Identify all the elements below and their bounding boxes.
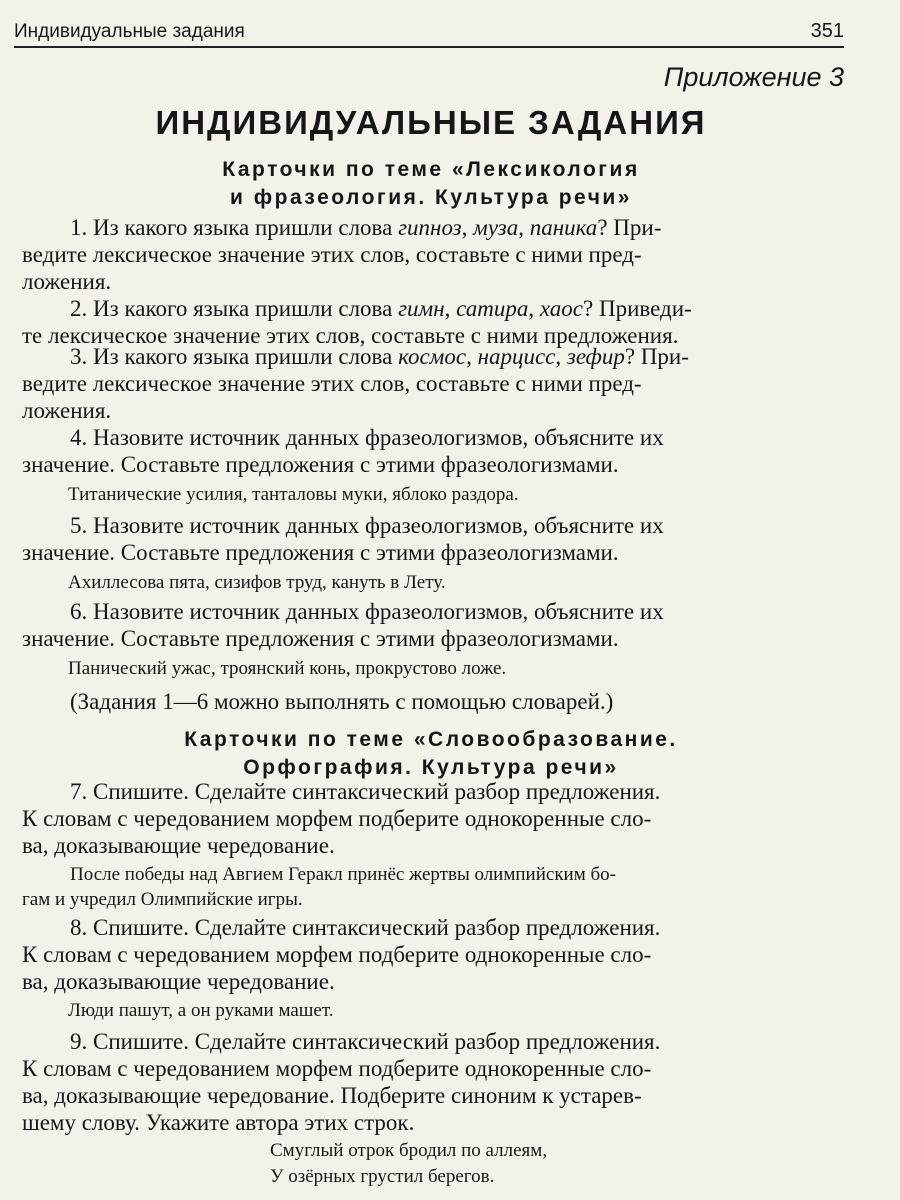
- tasks-note: (Задания 1—6 можно выполнять с помощью словарей.): [70, 689, 614, 714]
- task-line: 1. Из какого языка пришли слова гипноз, муза, паника? При-: [70, 215, 662, 240]
- task-line: К словам с чередованием морфем подберите однокоренные сло-: [22, 942, 652, 967]
- section-heading-lexicology: [0, 156, 862, 212]
- term: сатира: [456, 296, 529, 321]
- section-heading-line: и фразеология. Культура речи»: [230, 186, 632, 209]
- running-head: [14, 20, 844, 48]
- task-5: [22, 512, 852, 566]
- page-title: ИНДИВИДУАЛЬНЫЕ ЗАДАНИЯ: [155, 104, 707, 141]
- task-line: 5. Назовите источник данных фразеологизмов, объясните их: [70, 513, 664, 538]
- task-4: [22, 424, 852, 478]
- term: хаос: [539, 296, 583, 321]
- task-line: ва, доказывающие чередование.: [22, 833, 335, 858]
- term: космос: [398, 344, 467, 369]
- task-7: [22, 778, 852, 859]
- task-line: ложения.: [22, 269, 112, 294]
- task-line: К словам с чередованием морфем подберите однокоренные сло-: [22, 1056, 652, 1081]
- term: паника: [529, 215, 598, 240]
- task-line: ложения.: [22, 398, 112, 423]
- term: гимн: [398, 296, 445, 321]
- task-2: [22, 295, 852, 349]
- section-heading-wordformation: [0, 726, 862, 782]
- task-line: значение. Составьте предложения с этими фразеологизмами.: [22, 540, 619, 565]
- task-line: шему слову. Укажите автора этих строк.: [22, 1110, 415, 1135]
- appendix-label: Приложение 3: [663, 62, 844, 92]
- task-line: значение. Составьте предложения с этими фразеологизмами.: [22, 452, 619, 477]
- task-line: ведите лексическое значение этих слов, составьте с ними пред-: [22, 371, 642, 396]
- task-5-example: Ахиллесова пята, сизифов труд, кануть в Лету.: [68, 572, 446, 593]
- task-8-example: Люди пашут, а он руками машет.: [68, 1000, 334, 1021]
- term: гипноз: [398, 215, 462, 240]
- task-line: 2. Из какого языка пришли слова гимн, сатира, хаос? Приведи-: [70, 296, 692, 321]
- task-line: 7. Спишите. Сделайте синтаксический разбор предложения.: [70, 779, 661, 804]
- example-line: гам и учредил Олимпийские игры.: [22, 889, 303, 910]
- task-line: значение. Составьте предложения с этими фразеологизмами.: [22, 626, 619, 651]
- task-3: [22, 343, 852, 424]
- poem-line: У озёрных грустил берегов.: [270, 1166, 495, 1187]
- task-line: 4. Назовите источник данных фразеологизмов, объясните их: [70, 425, 664, 450]
- task-8: [22, 914, 852, 995]
- example-line: После победы над Авгием Геракл принёс жертвы олимпийским бо-: [70, 864, 616, 885]
- task-line: те лексическое значение этих слов, составьте с ними предложения.: [22, 323, 679, 348]
- poem-line: Смуглый отрок бродил по аллеям,: [270, 1140, 548, 1161]
- task-line: ва, доказывающие чередование. Подберите синоним к устарев-: [22, 1083, 642, 1108]
- task-9: [22, 1028, 852, 1136]
- term: муза: [473, 215, 519, 240]
- task-6: [22, 598, 852, 652]
- task-line: 9. Спишите. Сделайте синтаксический разбор предложения.: [70, 1029, 661, 1054]
- section-heading-line: Карточки по теме «Словообразование.: [184, 728, 678, 751]
- task-line: ведите лексическое значение этих слов, составьте с ними пред-: [22, 242, 642, 267]
- task-line: ва, доказывающие чередование.: [22, 969, 335, 994]
- page-number: 351: [810, 20, 844, 42]
- task-line: К словам с чередованием морфем подберите однокоренные сло-: [22, 806, 652, 831]
- task-line: 6. Назовите источник данных фразеологизмов, объясните их: [70, 599, 664, 624]
- section-heading-line: Орфография. Культура речи»: [243, 756, 619, 779]
- poem-excerpt: [270, 1138, 547, 1190]
- term: нарцисс: [477, 344, 556, 369]
- task-line: 3. Из какого языка пришли слова космос, нарцисс, зефир? При-: [70, 344, 689, 369]
- term: зефир: [566, 344, 625, 369]
- task-line: 8. Спишите. Сделайте синтаксический разбор предложения.: [70, 915, 661, 940]
- task-6-example: Панический ужас, троянский конь, прокрустово ложе.: [68, 658, 507, 679]
- running-head-title: Индивидуальные задания: [14, 21, 245, 42]
- task-1: [22, 214, 852, 295]
- task-4-example: Титанические усилия, танталовы муки, яблоко раздора.: [68, 484, 519, 505]
- section-heading-line: Карточки по теме «Лексикология: [222, 158, 640, 181]
- task-7-example: [22, 862, 848, 912]
